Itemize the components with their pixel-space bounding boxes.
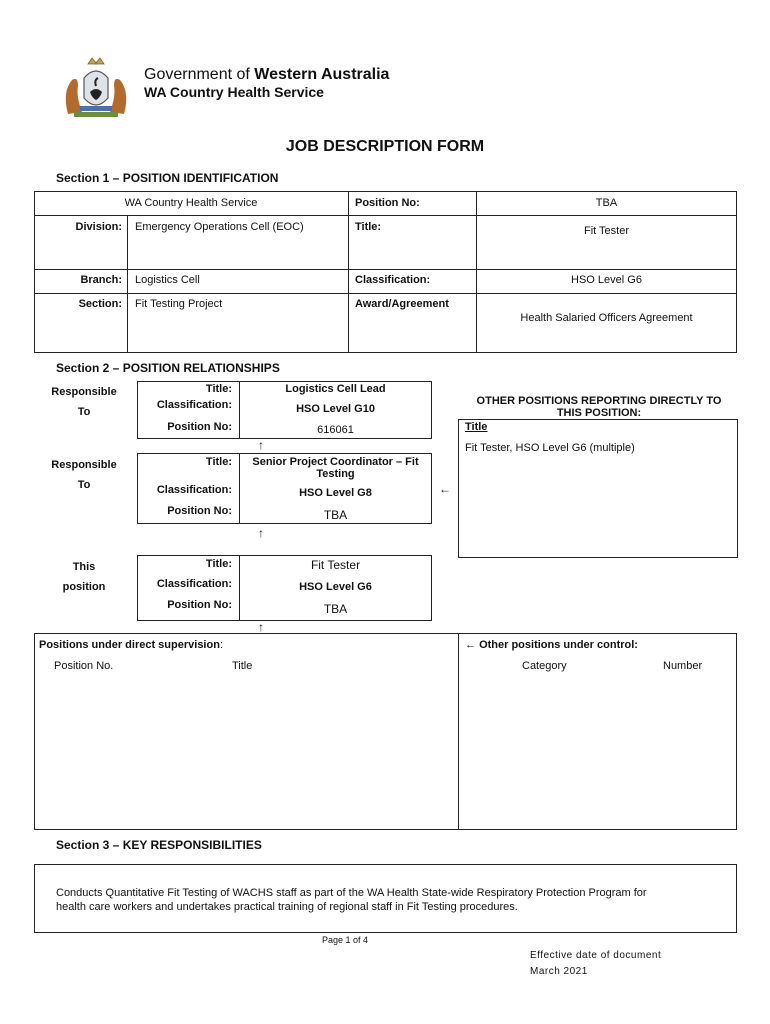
manager-classification: HSO Level G10 (296, 403, 375, 415)
supervision-col-title: Title (232, 660, 253, 672)
up-arrow-icon: ↑ (258, 620, 264, 634)
branch-value: Logistics Cell (135, 274, 200, 286)
effective-date-value: March 2021 (530, 966, 588, 977)
service-heading: WA Country Health Service (144, 84, 324, 100)
supervision-table (34, 633, 737, 830)
supervision-heading: Positions under direct supervision: (39, 639, 223, 651)
responsible-to-label-2: Responsible To (51, 459, 117, 491)
classification-label: Classification: (355, 274, 431, 286)
award-label: Award/Agreement (355, 298, 449, 310)
control-col-category: Category (522, 660, 567, 672)
control-heading: ← Other positions under control: (465, 639, 638, 651)
responsible-to-label-1: Responsible To (51, 386, 117, 418)
supervisor-position-no: TBA (323, 508, 348, 522)
this-position-no-label: Position No: (167, 599, 232, 611)
this-classification: HSO Level G6 (299, 581, 372, 593)
section3-heading: Section 3 – KEY RESPONSIBILITIES (56, 838, 262, 852)
title-value: Fit Tester (583, 225, 630, 237)
key-responsibilities-text: Conducts Quantitative Fit Testing of WACHS staff as part of the WA Health State-wide Respiratory Protection Program for health care workers and undertakes practical training of regional staff in Fit Testing procedures. (56, 887, 647, 913)
effective-date-label: Effective date of document (530, 950, 662, 961)
section2-heading: Section 2 – POSITION RELATIONSHIPS (56, 361, 280, 375)
manager-classification-label: Classification: (156, 399, 232, 411)
supervisor-title-label: Title: (205, 456, 232, 468)
section1-heading: Section 1 – POSITION IDENTIFICATION (56, 171, 279, 185)
supervision-col-position-no: Position No. (54, 660, 114, 672)
page-number: Page 1 of 4 (321, 935, 369, 945)
up-arrow-icon: ↑ (258, 526, 264, 540)
position-no-label: Position No: (355, 197, 420, 209)
classification-value: HSO Level G6 (571, 274, 642, 286)
section-label: Section: (78, 298, 122, 310)
left-arrow-icon: ← (439, 482, 451, 496)
supervisor-classification: HSO Level G8 (299, 487, 372, 499)
up-arrow-icon: ↑ (258, 438, 264, 452)
manager-title: Logistics Cell Lead (285, 383, 386, 395)
control-col-number: Number (663, 660, 703, 672)
supervisor-position-no-label: Position No: (167, 505, 232, 517)
manager-position-no: 616061 (317, 424, 354, 436)
other-positions-box (458, 419, 738, 558)
wa-crest-logo (56, 56, 136, 120)
other-position-item: Fit Tester, HSO Level G6 (multiple) (465, 442, 635, 454)
government-heading: Government of Western Australia (144, 66, 390, 83)
award-value: Health Salaried Officers Agreement (520, 312, 693, 324)
this-position-no: TBA (323, 602, 348, 616)
this-position-label: This position (62, 561, 106, 593)
division-value: Emergency Operations Cell (EOC) (135, 221, 304, 233)
left-arrow-icon: ← (465, 639, 480, 651)
supervisor-classification-label: Classification: (156, 484, 232, 496)
this-classification-label: Classification: (156, 578, 232, 590)
position-no-value: TBA (595, 197, 618, 209)
supervisor-title: Senior Project Coordinator – Fit Testing (252, 456, 419, 480)
this-title-label: Title: (205, 558, 232, 570)
this-title: Fit Tester (310, 558, 361, 572)
form-title: JOB DESCRIPTION FORM (285, 138, 485, 155)
organisation-name: WA Country Health Service (124, 197, 258, 209)
other-title-label: Title (465, 421, 488, 433)
section-value: Fit Testing Project (135, 298, 223, 310)
branch-label: Branch: (80, 274, 122, 286)
manager-title-label: Title: (205, 383, 232, 395)
division-label: Division: (75, 221, 122, 233)
manager-position-no-label: Position No: (167, 421, 232, 433)
other-positions-heading: OTHER POSITIONS REPORTING DIRECTLY TO THIS POSITION: (476, 395, 722, 419)
title-label: Title: (355, 221, 382, 233)
